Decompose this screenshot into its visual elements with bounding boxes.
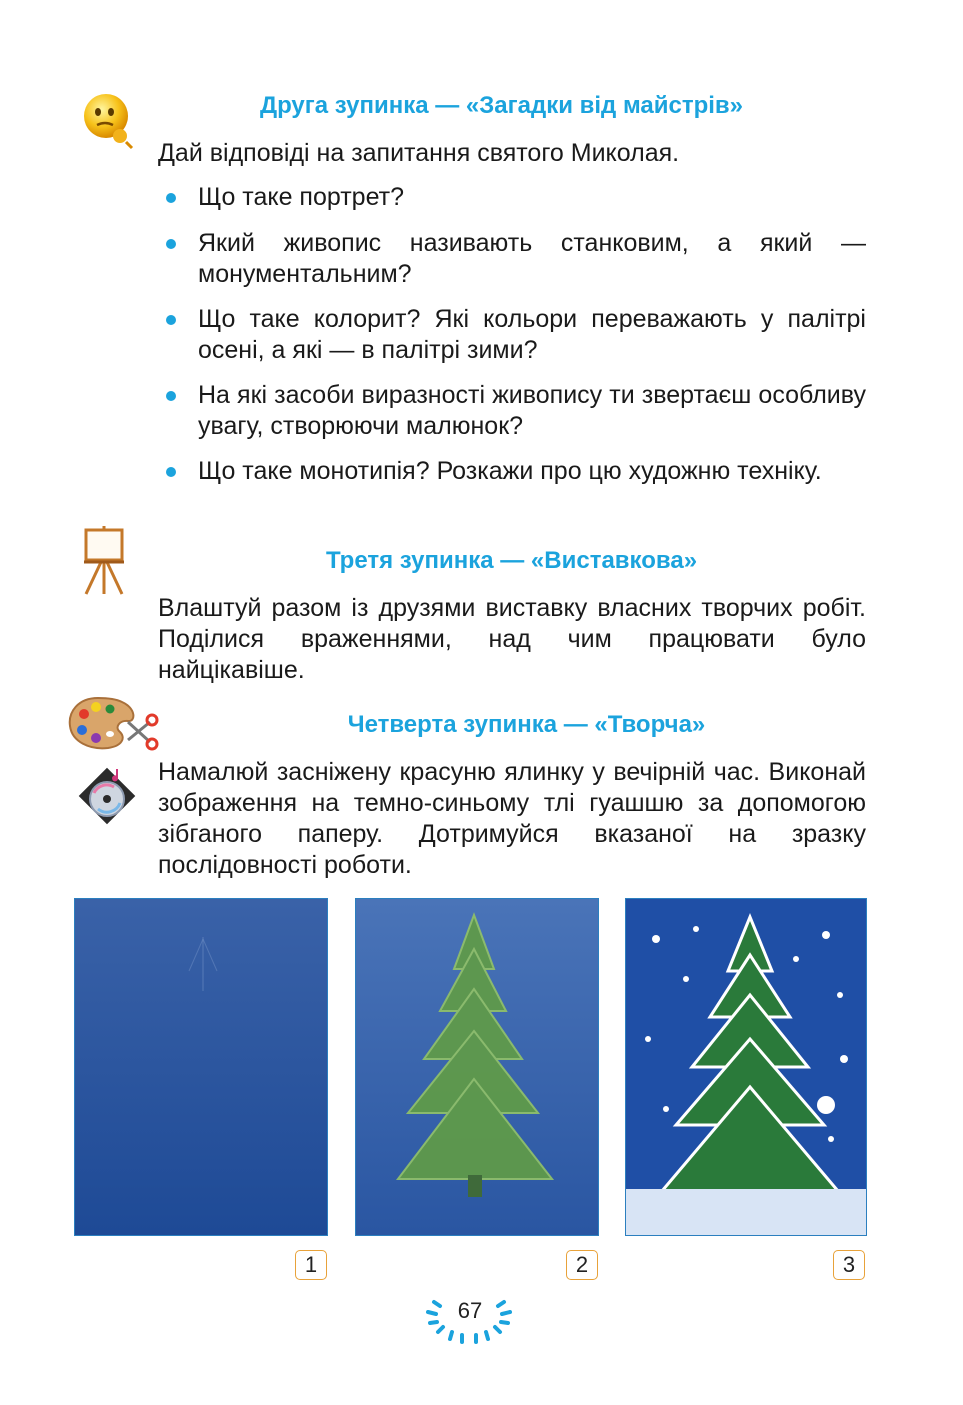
- section4-text: Намалюй засніжену красуню ялинку у вечірній час. Виконай зображення на темно-синьому тлі гуашшю за допомогою зібганого паперу. Дотримуйся вказаної на зразку послідовності роботи.: [158, 758, 866, 879]
- bullet-dot: [166, 315, 176, 325]
- step-number: 2: [566, 1250, 598, 1280]
- section3-heading: Третя зупинка — «Виставкова»: [325, 547, 698, 574]
- list-item: На які засоби виразності живопису ти звертаєш особливу увагу, створюючи малюнок?: [166, 380, 866, 442]
- section4-heading: Четверта зупинка — «Творча»: [347, 711, 706, 738]
- list-item: Що таке монотипія? Розкажи про цю художню техніку.: [166, 456, 866, 487]
- bullet-dot: [166, 239, 176, 249]
- step-3-image: [625, 898, 867, 1236]
- bullet-dot: [166, 193, 176, 203]
- step-1-image: [74, 898, 328, 1236]
- bullet-dot: [166, 391, 176, 401]
- disc-icon: [74, 763, 140, 829]
- list-item: Що таке портрет?: [166, 182, 866, 213]
- section2-heading: Друга зупинка — «Загадки від майстрів»: [259, 92, 744, 119]
- step-2-image: [355, 898, 599, 1236]
- list-item: Що таке колорит? Які кольори переважають у палітрі осені, а які — в палітрі зими?: [166, 304, 866, 366]
- page-number-badge: [420, 1292, 520, 1346]
- page-number: 67: [457, 1298, 483, 1323]
- list-item: Який живопис називають станковим, а який — монументальним?: [166, 228, 866, 290]
- step-number: 1: [295, 1250, 327, 1280]
- bullet-dot: [166, 467, 176, 477]
- step-number: 3: [833, 1250, 865, 1280]
- section2-intro: Дай відповіді на запитання святого Миколая.: [158, 139, 680, 167]
- section3-text: Влаштуй разом із друзями виставку власних творчих робіт. Поділися враженнями, над чим працювати було найцікавіше.: [158, 594, 866, 684]
